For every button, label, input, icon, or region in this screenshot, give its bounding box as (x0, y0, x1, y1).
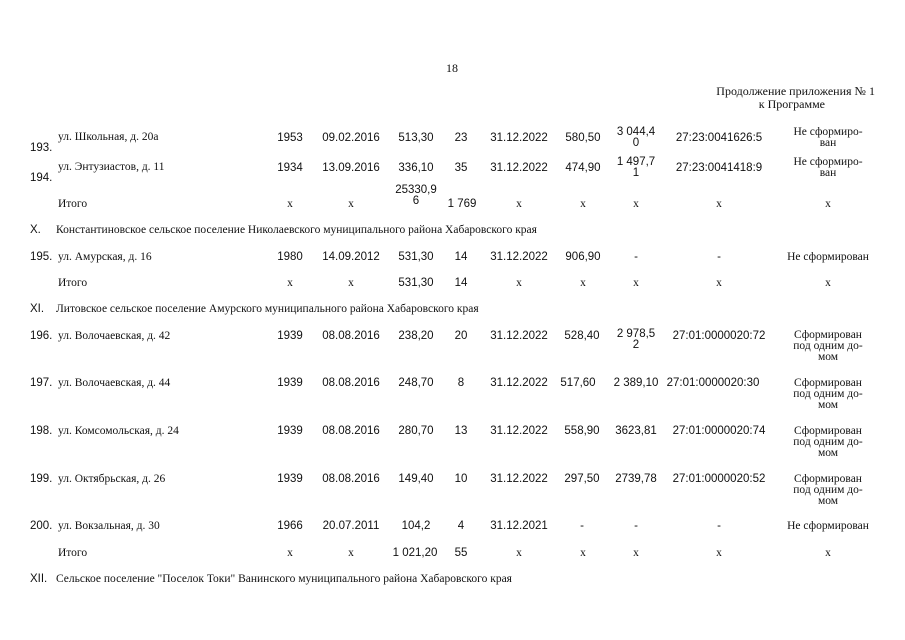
total-cadastral: х (716, 277, 722, 289)
row-number: 194. (30, 172, 53, 184)
row-area: 149,40 (398, 473, 434, 485)
row-col9: 1 497,7 1 (616, 156, 656, 179)
row-address: ул. Амурская, д. 16 (58, 251, 152, 263)
total-status: х (825, 277, 831, 289)
row-cadastral-number: 27:01:0000020:52 (672, 473, 766, 485)
row-area: 336,10 (398, 162, 434, 174)
row-residents: 14 (454, 251, 468, 263)
total-status: х (825, 547, 831, 559)
total-label: Итого (58, 547, 88, 559)
total-date: х (348, 277, 354, 289)
total-deadline: х (516, 547, 522, 559)
total-col9: х (633, 547, 639, 559)
row-status: Сформирован под одним до- мом (793, 473, 863, 507)
total-deadline: х (516, 277, 522, 289)
total-cadastral: х (716, 198, 722, 210)
appendix-header-line-2: к Программе (758, 97, 825, 111)
row-year: 1953 (277, 132, 303, 144)
total-col8: х (580, 277, 586, 289)
total-deadline: х (516, 198, 522, 210)
row-area: 513,30 (398, 132, 434, 144)
row-status: Не сформиро- ван (793, 126, 863, 149)
total-cadastral: х (716, 547, 722, 559)
row-number: 195. (30, 251, 53, 263)
total-year: х (287, 547, 293, 559)
section-heading (30, 303, 479, 315)
total-col9: х (633, 198, 639, 210)
row-col8: 517,60 (560, 377, 596, 389)
row-col8: 528,40 (564, 330, 600, 342)
row-address: ул. Школьная, д. 20а (58, 131, 159, 143)
row-date: 08.08.2016 (322, 330, 380, 342)
row-date: 13.09.2016 (322, 162, 380, 174)
row-number: 198. (30, 425, 53, 437)
total-area: 531,30 (398, 277, 434, 289)
total-col8: х (580, 198, 586, 210)
row-area: 248,70 (398, 377, 434, 389)
total-status: х (825, 198, 831, 210)
row-cadastral-number: 27:01:0000020:30 (666, 377, 760, 389)
row-date: 08.08.2016 (322, 377, 380, 389)
row-deadline: 31.12.2022 (490, 162, 548, 174)
row-area: 104,2 (401, 520, 431, 532)
row-residents: 23 (454, 132, 468, 144)
total-residents: 14 (454, 277, 468, 289)
row-year: 1966 (277, 520, 303, 532)
row-year: 1980 (277, 251, 303, 263)
section-title: Константиновское сельское поселение Николаевского муниципального района Хабаровского края (56, 224, 537, 236)
row-year: 1939 (277, 425, 303, 437)
total-area: 1 021,20 (392, 547, 438, 559)
total-col9: х (633, 277, 639, 289)
row-number: 193. (30, 142, 53, 154)
row-date: 09.02.2016 (322, 132, 380, 144)
row-year: 1934 (277, 162, 303, 174)
row-deadline: 31.12.2022 (490, 425, 548, 437)
row-status: Не сформирован (787, 251, 869, 263)
row-col8: - (580, 520, 584, 532)
row-number: 197. (30, 377, 53, 389)
row-deadline: 31.12.2022 (490, 251, 548, 263)
total-col8: х (580, 547, 586, 559)
row-col9: 2 978,5 2 (616, 328, 656, 351)
row-cadastral-number: 27:01:0000020:72 (672, 330, 766, 342)
row-deadline: 31.12.2022 (490, 330, 548, 342)
section-number: XII. (30, 573, 48, 585)
row-status: Сформирован под одним до- мом (793, 329, 863, 363)
row-area: 238,20 (398, 330, 434, 342)
row-address: ул. Волочаевская, д. 42 (58, 330, 171, 342)
total-label: Итого (58, 277, 88, 289)
row-year: 1939 (277, 330, 303, 342)
total-residents: 55 (454, 547, 468, 559)
row-date: 08.08.2016 (322, 425, 380, 437)
row-col9: 2739,78 (615, 473, 657, 485)
row-deadline: 31.12.2022 (490, 132, 548, 144)
row-cadastral-number: - (717, 520, 721, 532)
section-title: Сельское поселение "Поселок Токи" Ванинского муниципального района Хабаровского края (56, 573, 512, 585)
row-status: Сформирован под одним до- мом (793, 425, 863, 459)
total-year: х (287, 277, 293, 289)
row-address: ул. Волочаевская, д. 44 (58, 377, 171, 389)
row-col9: 3623,81 (615, 425, 657, 437)
row-area: 531,30 (398, 251, 434, 263)
row-date: 20.07.2011 (322, 520, 380, 532)
row-residents: 8 (457, 377, 465, 389)
appendix-header-line-1: Продолжение приложения № 1 (716, 84, 875, 98)
section-title: Литовское сельское поселение Амурского муниципального района Хабаровского края (56, 303, 479, 315)
row-cadastral-number: 27:23:0041418:9 (675, 162, 763, 174)
row-cadastral-number: 27:23:0041626:5 (675, 132, 763, 144)
row-deadline: 31.12.2022 (490, 377, 548, 389)
row-col8: 558,90 (564, 425, 600, 437)
row-deadline: 31.12.2022 (490, 473, 548, 485)
row-status: Сформирован под одним до- мом (793, 377, 863, 411)
total-date: х (348, 198, 354, 210)
row-area: 280,70 (398, 425, 434, 437)
row-address: ул. Комсомольская, д. 24 (58, 425, 179, 437)
total-year: х (287, 198, 293, 210)
row-number: 199. (30, 473, 53, 485)
row-col9: - (634, 251, 638, 263)
total-residents: 1 769 (447, 198, 477, 210)
row-residents: 4 (457, 520, 465, 532)
row-date: 08.08.2016 (322, 473, 380, 485)
row-deadline: 31.12.2021 (490, 520, 548, 532)
appendix-header-note (690, 85, 875, 111)
row-address: ул. Энтузиастов, д. 11 (58, 161, 165, 173)
row-year: 1939 (277, 473, 303, 485)
row-col8: 474,90 (565, 162, 601, 174)
row-address: ул. Вокзальная, д. 30 (58, 520, 160, 532)
row-residents: 20 (454, 330, 468, 342)
row-status: Не сформиро- ван (793, 156, 863, 179)
total-date: х (348, 547, 354, 559)
section-number: XI. (30, 303, 45, 315)
row-col8: 580,50 (565, 132, 601, 144)
row-col9: - (634, 520, 638, 532)
row-year: 1939 (277, 377, 303, 389)
row-cadastral-number: - (717, 251, 721, 263)
row-col9: 3 044,4 0 (616, 126, 656, 149)
section-number: X. (30, 224, 41, 236)
row-number: 200. (30, 520, 53, 532)
row-col9: 2 389,10 (613, 377, 659, 389)
row-date: 14.09.2012 (322, 251, 380, 263)
section-heading (30, 224, 537, 236)
row-status: Не сформирован (787, 520, 869, 532)
row-residents: 13 (454, 425, 468, 437)
row-col8: 297,50 (564, 473, 600, 485)
row-residents: 10 (454, 473, 468, 485)
total-label: Итого (58, 198, 88, 210)
row-cadastral-number: 27:01:0000020:74 (672, 425, 766, 437)
page-number: 18 (446, 61, 458, 75)
row-address: ул. Октябрьская, д. 26 (58, 473, 166, 485)
row-number: 196. (30, 330, 53, 342)
section-heading (30, 573, 512, 585)
row-col8: 906,90 (565, 251, 601, 263)
total-area: 25330,9 6 (395, 184, 437, 207)
row-residents: 35 (454, 162, 468, 174)
